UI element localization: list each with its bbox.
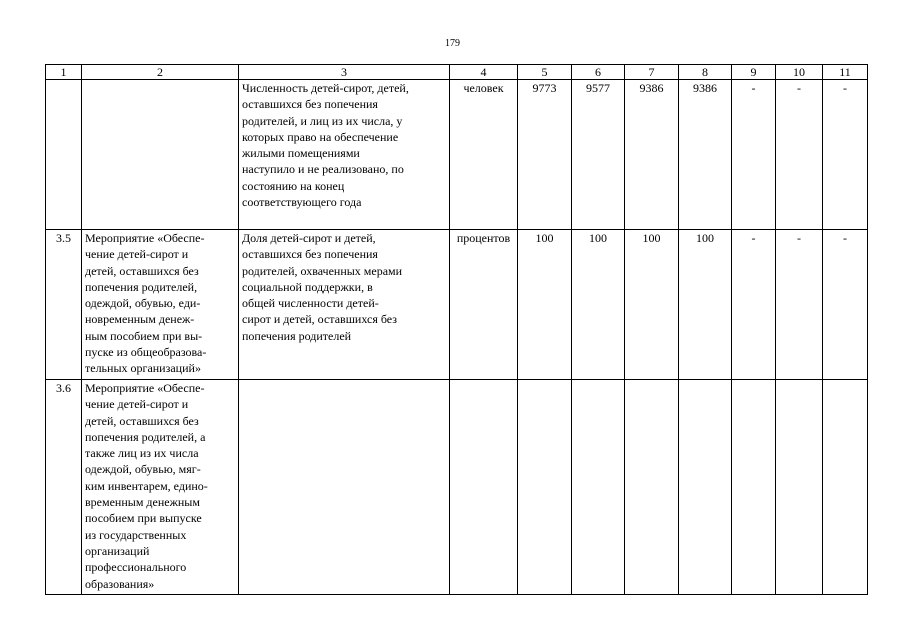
value-cell: - xyxy=(732,230,776,380)
value-cell: - xyxy=(732,80,776,230)
value-cell xyxy=(776,380,823,595)
value-cell xyxy=(679,380,732,595)
indicator-cell xyxy=(239,380,450,595)
value-cell xyxy=(572,380,625,595)
value-cell: - xyxy=(776,80,823,230)
indicator-cell: Численность детей-сирот, детей, оставшихся без попечения родителей, и лиц из их числа, у которых право на обеспечение жилыми помещениями наступило и не реализовано, по состоянию на конец соответствующего года xyxy=(239,80,450,230)
value-cell: 100 xyxy=(679,230,732,380)
value-cell: 9386 xyxy=(625,80,679,230)
table-header-row xyxy=(46,65,868,80)
column-header: 8 xyxy=(679,65,732,80)
unit-cell: процентов xyxy=(450,230,518,380)
column-header: 11 xyxy=(823,65,868,80)
column-header: 1 xyxy=(46,65,82,80)
value-cell xyxy=(823,380,868,595)
row-number-cell xyxy=(46,80,82,230)
value-cell: - xyxy=(823,230,868,380)
value-cell: - xyxy=(776,230,823,380)
table-row xyxy=(46,380,868,595)
value-cell: 9577 xyxy=(572,80,625,230)
column-header: 7 xyxy=(625,65,679,80)
activity-cell: Мероприятие «Обеспе- чение детей-сирот и детей, оставшихся без попечения родителей, а также лиц из их числа одеждой, обувью, мяг- ким инвентарем, едино- временным денежным пособием при выпуске из государственных организаций профессионального образования» xyxy=(82,380,239,595)
row-number-cell: 3.5 xyxy=(46,230,82,380)
value-cell xyxy=(625,380,679,595)
column-header: 9 xyxy=(732,65,776,80)
page-number: 179 xyxy=(445,38,460,49)
value-cell xyxy=(732,380,776,595)
column-header: 3 xyxy=(239,65,450,80)
value-cell: 9386 xyxy=(679,80,732,230)
unit-cell xyxy=(450,380,518,595)
value-cell: 9773 xyxy=(518,80,572,230)
table-row xyxy=(46,80,868,230)
value-cell: 100 xyxy=(518,230,572,380)
value-cell xyxy=(518,380,572,595)
row-number-cell: 3.6 xyxy=(46,380,82,595)
value-cell: 100 xyxy=(572,230,625,380)
column-header: 6 xyxy=(572,65,625,80)
activity-cell xyxy=(82,80,239,230)
column-header: 10 xyxy=(776,65,823,80)
value-cell: - xyxy=(823,80,868,230)
unit-cell: человек xyxy=(450,80,518,230)
value-cell: 100 xyxy=(625,230,679,380)
column-header: 4 xyxy=(450,65,518,80)
table-row xyxy=(46,230,868,380)
column-header: 2 xyxy=(82,65,239,80)
indicator-cell: Доля детей-сирот и детей, оставшихся без попечения родителей, охваченных мерами социальной поддержки, в общей численности детей- сирот и детей, оставшихся без попечения родителей xyxy=(239,230,450,380)
indicator-table xyxy=(45,64,868,595)
activity-cell: Мероприятие «Обеспе- чение детей-сирот и детей, оставшихся без попечения родителей, одеждой, обувью, еди- новременным денеж- ным пособием при вы- пуске из общеобразова- тельных организаций» xyxy=(82,230,239,380)
column-header: 5 xyxy=(518,65,572,80)
